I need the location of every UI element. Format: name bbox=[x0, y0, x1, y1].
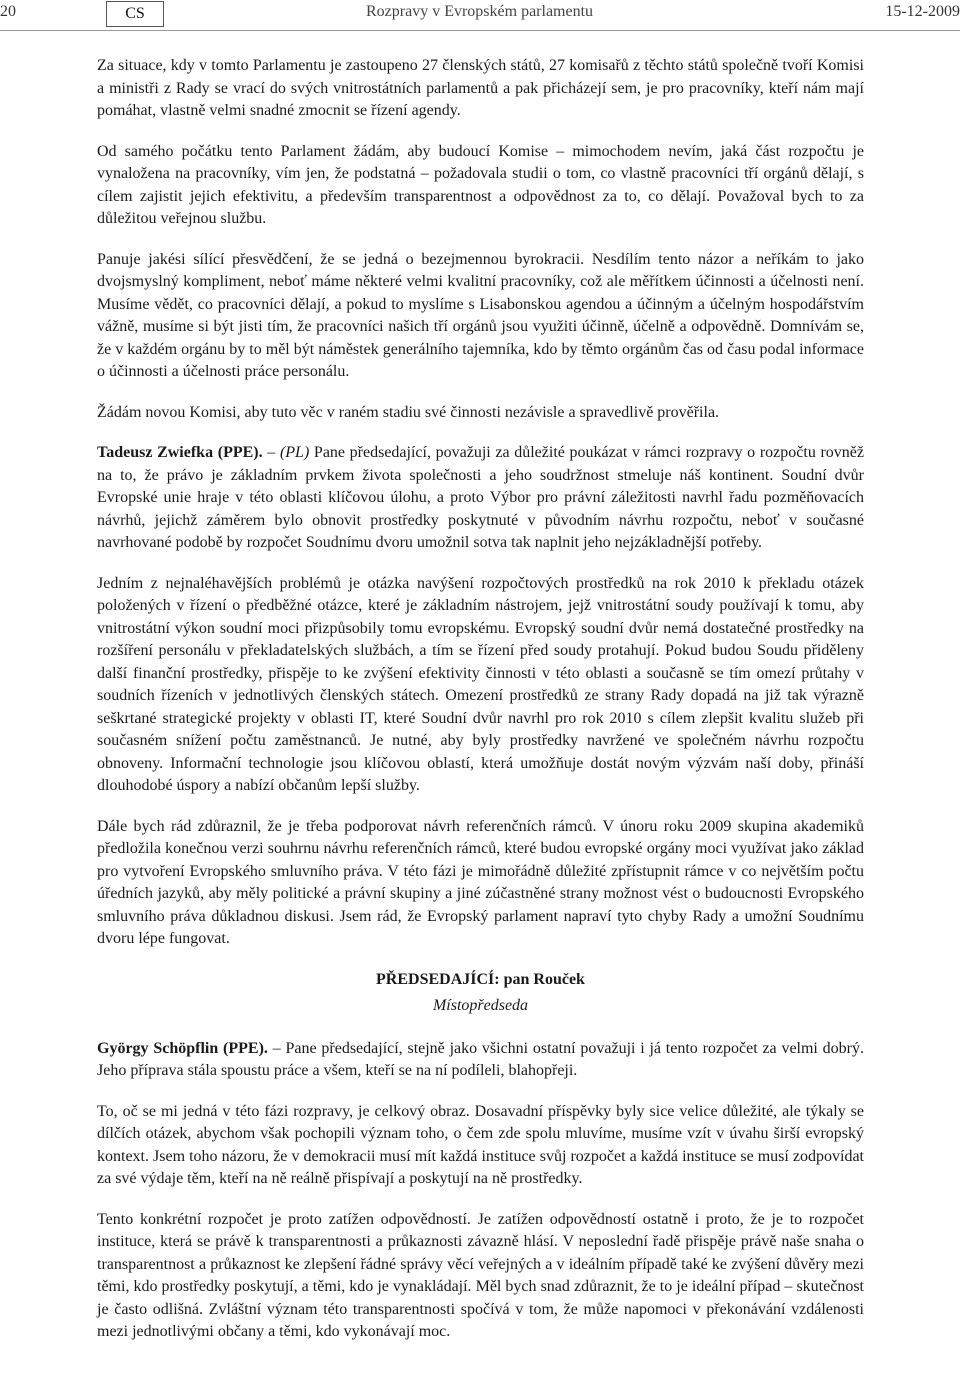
speech-text: Pane předsedající, považuji za důležité poukázat v rámci rozpravy o rozpočtu rovněž na to, že právo je základním prvkem života společnosti a jeho soudržnost stmeluje náš kontinent. Soudní dvůr Evropské unie hraje v této oblasti klíčovou úlohu, a proto Výbor pro právní záležitosti navrhl řadu pozměňovacích návrhů, jejichž záměrem bylo obnovit prostředky poskytnuté v původním návrhu rozpočtu, neboť v současné navrhované podobě by rozpočet Soudnímu dvoru umožnil sotva tak naplnit jeho nejzákladnější potřeby. bbox=[97, 444, 865, 551]
speech-text: – Pane předsedající, stejně jako všichni ostatní považuji i já tento rozpočet za velmi dobrý. Jeho příprava stála spoustu práce a všem, kteří se na ní podíleli, blahopřeji. bbox=[97, 1039, 864, 1079]
speaker-name: György Schöpflin (PPE). bbox=[97, 1039, 268, 1057]
language-code-box: CS bbox=[106, 1, 164, 27]
header-date: 15-12-2009 bbox=[885, 3, 960, 20]
speech-schopflin bbox=[97, 1038, 864, 1083]
chair-title: PŘEDSEDAJÍCÍ: pan Rouček bbox=[376, 970, 585, 988]
page-header bbox=[0, 0, 960, 31]
page-number: 20 bbox=[0, 3, 16, 20]
speech-language: (PL) bbox=[279, 444, 310, 461]
chair-block bbox=[97, 969, 864, 1018]
chair-role: Místopředseda bbox=[432, 997, 529, 1014]
paragraph: Žádám novou Komisi, aby tuto věc v raném stadiu své činnosti nezávisle a spravedlivě prověřila. bbox=[97, 403, 720, 421]
paragraph: Za situace, kdy v tomto Parlamentu je zastoupeno 27 členských států, 27 komisařů z těchto států společně tvoří Komisi a ministři z Rady se vrací do svých vnitrostátních parlamentů a pak přicházejí sem, je pro pracovníky, kteří nám mají pomáhat, vlastně velmi snadné zmocnit se řízení agendy. bbox=[97, 57, 864, 119]
paragraph: Panuje jakési sílící přesvědčení, že se jedná o bezejmennou byrokracii. Nesdílím tento názor a neříkám to jako dvojsmyslný kompliment, neboť máme některé velmi kvalitní pracovníky, což ale měřítkem účinnosti a účelnosti není. Musíme vědět, co pracovníci dělají, a pokud to myslíme s Lisabonskou agendou a účinným a účelným hospodářstvím vážně, musíme si být jisti tím, že pracovníci našich tří orgánů jsou využiti účinně, účelně a odpovědně. Domnívám se, že v každém orgánu by to měl být náměstek generálního tajemníka, kdo by těmto orgánům čas od času podal informace o účinnosti a účelnosti práce personálu. bbox=[97, 250, 864, 380]
running-title: Rozpravy v Evropském parlamentu bbox=[366, 3, 594, 20]
paragraph: Od samého počátku tento Parlament žádám, aby budoucí Komise – mimochodem nevím, jaká část rozpočtu je vynaložena na pracovníky, vím jen, že podstatná – požadovala studii o tom, co vlastně pracovníci tří orgánů dělají, s cílem zajistit jejich efektivitu, a především transparentnost a odpovědnost za to, co dělají. Považoval bych to za důležitou veřejnou službu. bbox=[97, 142, 864, 227]
paragraph: Dále bych rád zdůraznil, že je třeba podporovat návrh referenčních rámců. V únoru roku 2009 skupina akademiků předložila konečnou verzi souhrnu návrhu referenčních rámců, které budou evropské orgány moci využívat jako základ pro vytvoření Evropského smluvního práva. V této fázi je mimořádně důležité zpřístupnit rámce v co největším počtu úředních jazyků, aby měly politické a právní skupiny a jiné zúčastněné strany možnost vést o budoucnosti Evropského smluvního práva důkladnou diskusi. Jsem rád, že Evropský parlament napraví tyto chyby Rady a umožní Soudnímu dvoru lépe fungovat. bbox=[97, 817, 864, 947]
paragraph: Tento konkrétní rozpočet je proto zatížen odpovědností. Je zatížen odpovědností ostatně i proto, že je to rozpočet instituce, která se právě k transparentnosti a průkaznosti závazně hlásí. V neposlední řadě přispěje právě naše snaha o transparentnost a průkaznost ke zlepšení řádné správy věcí veřejných a v ideálním případě také ke zvýšení důvěry mezi těmi, kdo prostředky poskytují, a těmi, kdo je vynakládají. Měl bych snad zdůraznit, že to je ideální případ – skutečnost je často odlišná. Zvláštní význam této transparentnosti spočívá v tom, že může napomoci v překonávání vzdálenosti mezi jednotlivými občany a těmi, kdo vykonávají moc. bbox=[97, 1210, 864, 1340]
speech-dash: – bbox=[262, 444, 280, 461]
paragraph: Jedním z nejnaléhavějších problémů je otázka navýšení rozpočtových prostředků na rok 2010 k překladu otázek položených v řízení o předběžné otázce, které je základním nástrojem, jejž vnitrostátní soudy používají k tomu, aby vnitrostátní výkon soudní moci přizpůsobily tomu evropskému. Evropský soudní dvůr nemá dostatečné prostředky na rozšíření personálu v překladatelských službách, a tím se řízení před soudy protahují. Pokud budou Soudu přiděleny další finanční prostředky, přispěje to ke zvýšení efektivity činnosti v této oblasti a současně se tím omezí průtahy v soudních řízeních v jednotlivých členských státech. Omezení prostředků ze strany Rady dopadá na již tak výrazně seškrtané strategické projekty v oblasti IT, které Soudní dvůr navrhl pro rok 2010 s cílem zlepšit kvalitu služeb při současném snížení počtu zaměstnanců. Je nutné, aby byly prostředky navržené ve společném návrhu rozpočtu obnoveny. Informační technologie jsou klíčovou oblastí, která umožňuje dostát novým výzvám naší doby, přináší dlouhodobé úspory a nabízí občanům lepší služby. bbox=[97, 574, 864, 794]
speaker-name: Tadeusz Zwiefka (PPE). bbox=[97, 444, 263, 461]
paragraph: To, oč se mi jedná v této fázi rozpravy, je celkový obraz. Dosavadní příspěvky byly sice velice důležité, ale týkaly se dílčích otázek, abychom však pochopili význam toho, o čem zde spolu mluvíme, musíme vzít v úvahu širší evropský kontext. Jsem toho názoru, že v demokracii musí mít každá instituce svůj rozpočet a každá instituce se musí zodpovídat za své výdaje těm, kteří na ně reálně přispívají a poskytují na ně prostředky. bbox=[97, 1102, 864, 1187]
document-body bbox=[97, 55, 864, 1362]
speech-zwiefka bbox=[97, 442, 864, 555]
